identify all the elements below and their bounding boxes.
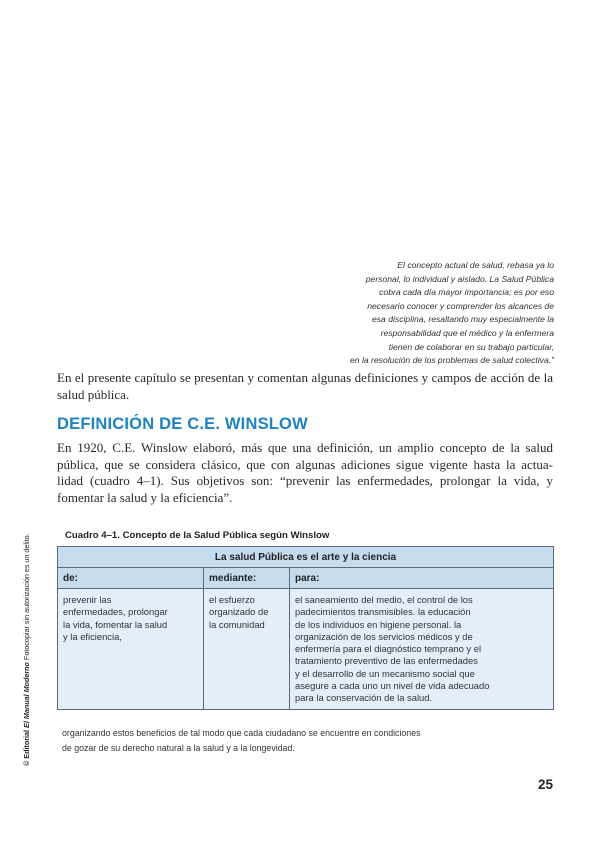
publisher-name: El Manual Moderno [22, 662, 31, 728]
cell-line: enfermedades, prolongar [63, 606, 168, 618]
epigraph-line: necesario conocer y comprender los alcances de [367, 300, 554, 311]
intro-paragraph: En el presente capítulo se presentan y comentan algunas definiciones y campos de acción de la salud pública. [57, 370, 553, 402]
epigraph-line: tienen de colaborar en su trabajo particular, [388, 341, 554, 352]
cell-de [58, 589, 204, 710]
body-line: lidad (cuadro 4–1). Sus objetivos son: “prevenir las enfermedades, prolongar la vida, y [57, 473, 553, 488]
page-number: 25 [537, 777, 553, 792]
epigraph-line: personal, lo individual y aislado. La Salud Pública [365, 273, 554, 284]
body-line: fomentar la salud y la eficiencia”. [57, 489, 233, 505]
epigraph-line: cobra cada día mayor importancia; es por eso [379, 287, 554, 298]
table-header: La salud Pública es el arte y la ciencia [58, 547, 554, 568]
cell-line: asegure a cada uno un nivel de vida adecuado [295, 680, 490, 692]
epigraph-quote [254, 259, 554, 368]
cell-line: la vida, fomentar la salud [63, 618, 168, 630]
cell-line: el saneamiento del medio, el control de los [295, 594, 473, 605]
body-line: pública, que se considera clásico, que con algunas adiciones sigue vigente hasta la actua- [57, 456, 553, 472]
footnote-line: de gozar de su derecho natural a la salud y a la longevidad. [62, 742, 295, 753]
epigraph-line: El concepto actual de salud, rebasa ya lo [397, 260, 554, 270]
cell-line: organización de los servicios médicos y de [295, 630, 473, 642]
cell-line: tratamiento preventivo de las enfermedades [295, 655, 478, 667]
body-line: En 1920, C.E. Winslow elaboró, más que una definición, un amplio concepto de la salud [57, 440, 553, 455]
copyright-warning: Fotocopiar sin autorización es un delito. [22, 533, 31, 663]
copyright-prefix: © Editorial [22, 727, 31, 766]
cell-line: enfermería para el diagnóstico temprano y el [295, 643, 482, 655]
footnote-line: organizando estos beneficios de tal modo que cada ciudadano se encuentre en condiciones [62, 728, 421, 738]
winslow-table [57, 546, 554, 710]
epigraph-line: esa disciplina, resaltando muy especialmente la [371, 314, 554, 325]
column-header-para: para: [290, 568, 554, 589]
cell-line: la comunidad [209, 618, 265, 630]
section-title: DEFINICIÓN DE C.E. WINSLOW [57, 415, 308, 433]
cell-para [290, 589, 554, 710]
epigraph-line: responsabilidad que el médico y la enfermera [380, 327, 554, 338]
table-caption: Cuadro 4–1. Concepto de la Salud Pública según Winslow [65, 530, 330, 541]
cell-line: de los individuos en higiene personal. la [295, 618, 462, 630]
cell-line: para la conservación de la salud. [295, 692, 433, 704]
copyright-note [22, 533, 31, 766]
cell-line: y el desarrollo de un mecanismo social que [295, 667, 475, 679]
column-header-mediante: mediante: [204, 568, 290, 589]
column-header-de: de: [58, 568, 204, 589]
table-footnote [62, 726, 420, 755]
cell-line: prevenir las [63, 594, 112, 605]
cell-line: y la eficiencia, [63, 630, 122, 642]
cell-line: padecimientos transmisibles. la educación [295, 606, 471, 618]
body-paragraph [57, 440, 553, 506]
epigraph-line: en la resolución de los problemas de salud colectiva.” [350, 355, 554, 366]
cell-line: organizado de [209, 606, 269, 618]
cell-mediante [204, 589, 290, 710]
cell-line: el esfuerzo [209, 594, 255, 605]
